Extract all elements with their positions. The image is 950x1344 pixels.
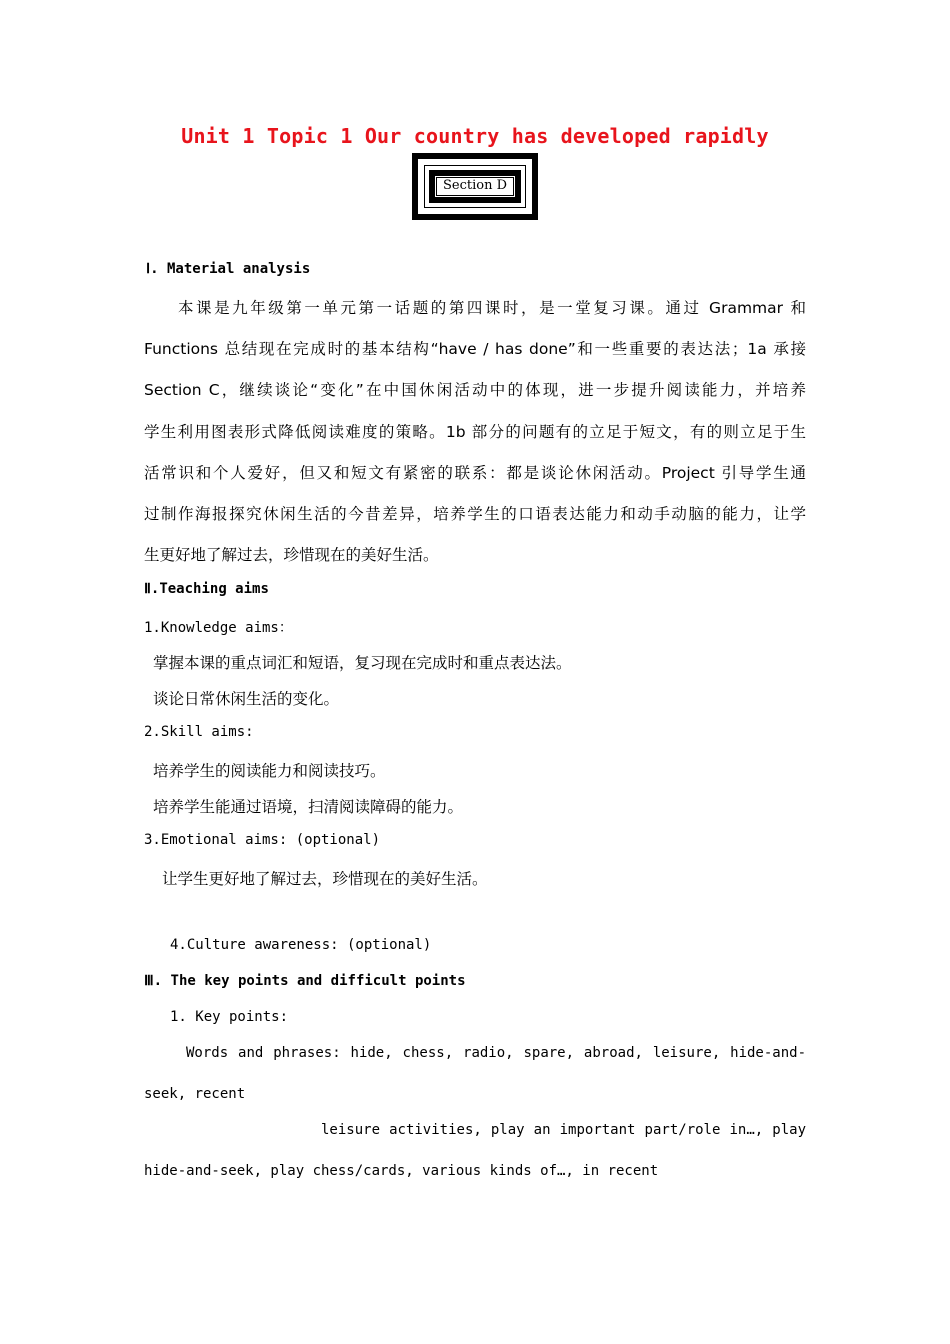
emotional-aim-item: 让学生更好地了解过去，珍惜现在的美好生活。 (162, 870, 488, 888)
material-line-5: 活常识和个人爱好，但又和短文有紧密的联系：都是谈论休闲活动。Project 引导学生通 (144, 464, 806, 482)
phrases-line: hide-and-seek, play chess/cards, various kinds of…, in recent (144, 1163, 659, 1179)
material-line-6: 过制作海报探究休闲生活的今昔差异，培养学生的口语表达能力和动手动脑的能力，让学 (144, 505, 806, 523)
culture-awareness-label: 4.Culture awareness: (optional) (170, 937, 432, 953)
knowledge-aims-label: 1.Knowledge aims： (144, 620, 293, 636)
teaching-aims-heading: Ⅱ.Teaching aims (144, 581, 269, 597)
material-line-3: Section C，继续谈论“变化”在中国休闲活动中的体现，进一步提升阅读能力，并培养 (144, 381, 806, 399)
material-line-2: Functions 总结现在完成时的基本结构“have / has done”和一些重要的表达法；1a 承接 (144, 340, 806, 358)
document-title: Unit 1 Topic 1 Our country has developed rapidly (181, 124, 769, 148)
key-points-label: 1. Key points: (170, 1009, 289, 1025)
material-line-7: 生更好地了解过去，珍惜现在的美好生活。 (144, 546, 439, 564)
skill-aims-label: 2.Skill aims: (144, 724, 254, 740)
skill-aim-item: 培养学生能通过语境，扫清阅读障碍的能力。 (153, 798, 464, 816)
material-line-4: 学生利用图表形式降低阅读难度的策略。1b 部分的问题有的立足于短文，有的则立足于生 (144, 423, 806, 441)
key-points-heading: Ⅲ. The key points and difficult points (144, 973, 466, 989)
section-label-frame (412, 153, 538, 220)
material-line-1: 本课是九年级第一单元第一话题的第四课时，是一堂复习课。通过 Grammar 和 (178, 299, 806, 317)
knowledge-aim-item: 掌握本课的重点词汇和短语，复习现在完成时和重点表达法。 (153, 654, 572, 672)
words-phrases-line: seek, recent (144, 1086, 246, 1102)
words-phrases-line: Words and phrases: hide, chess, radio, spare, abroad, leisure, hide-and- (186, 1045, 806, 1061)
emotional-aims-label: 3.Emotional aims: (optional) (144, 832, 381, 848)
skill-aim-item: 培养学生的阅读能力和阅读技巧。 (153, 762, 386, 780)
material-analysis-heading: Ⅰ. Material analysis (146, 261, 311, 277)
section-label: Section D (436, 177, 514, 196)
phrases-line: leisure activities, play an important part/role in…, play (321, 1122, 806, 1138)
knowledge-aim-item: 谈论日常休闲生活的变化。 (153, 690, 340, 708)
